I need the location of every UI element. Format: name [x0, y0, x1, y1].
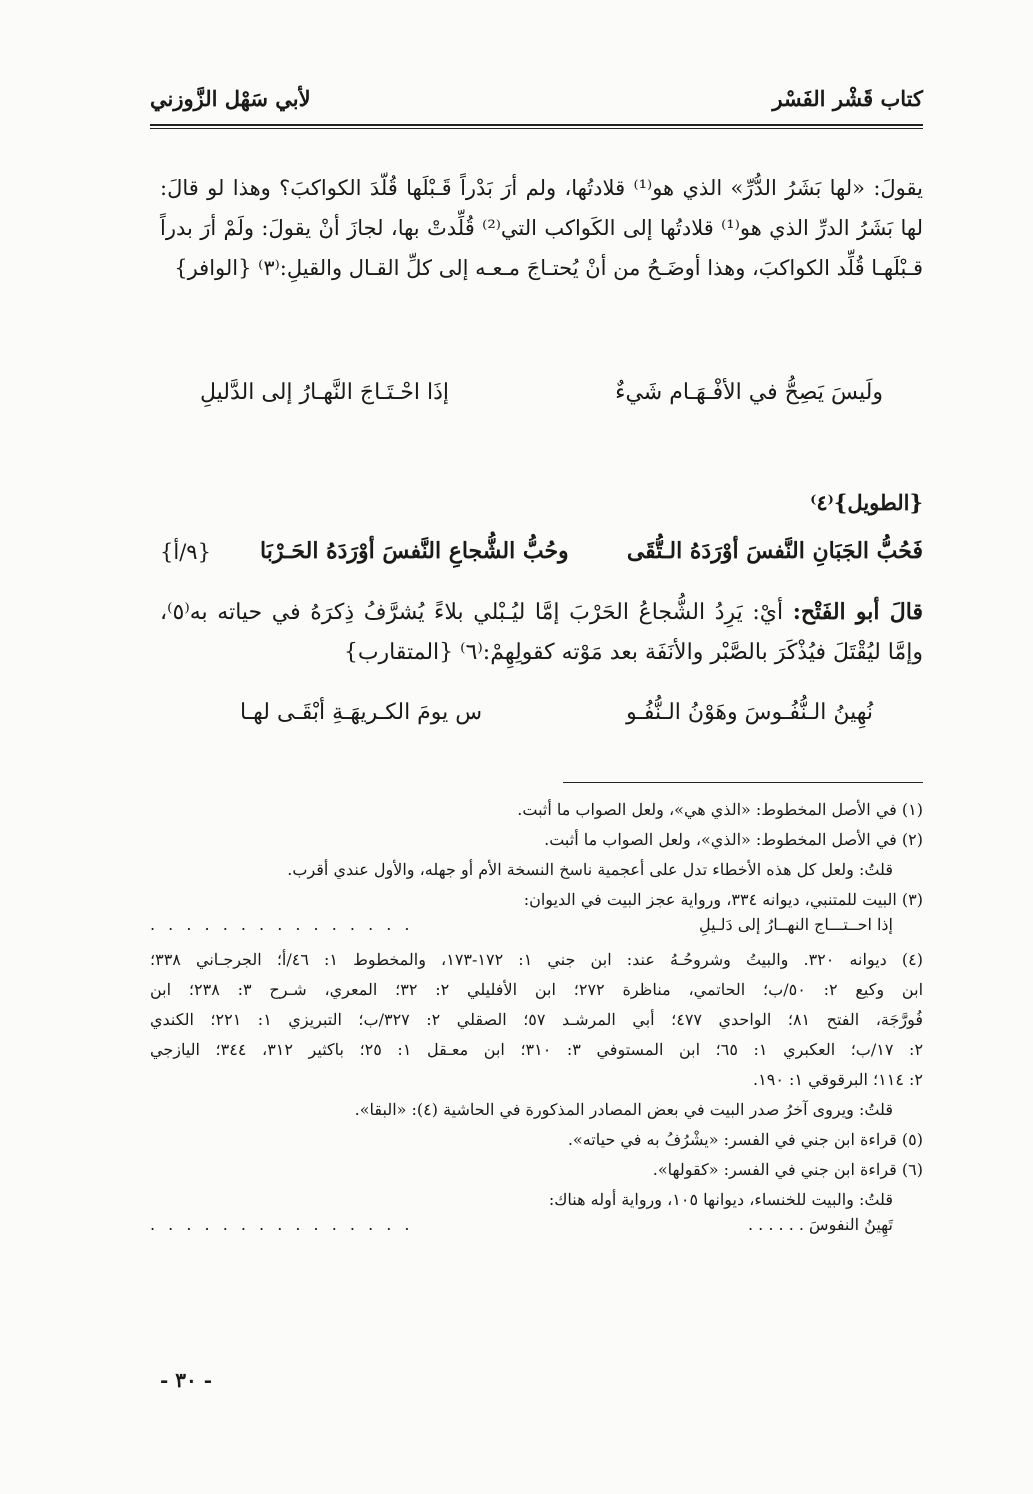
paragraph-text [160, 592, 923, 673]
footnote-continuation: فُورَّجَة، الفتح ٨١؛ الواحدي ٤٧٧؛ أبي المرشـد ٥٧؛ الصقلي ٢: ٣٢٧/ب؛ التبريزي ١: ٢٢١؛ الكندي [150, 1010, 924, 1029]
commentary-text: أيْ: يَرِدُ الشُّجاعُ الحَرْبَ إمَّا ليُـبْلي بلاءً يُشرَّفُ ذِكرَهُ في حياته به⁽٥⁾، وإمَّا ليُقْتَلَ فيُذْكَرَ بالصَّبْر والأنَفَة بعد مَوْته كقولِهِمْ:⁽٦⁾ {المتقارب} [160, 600, 923, 665]
footnote-rule [563, 782, 923, 783]
footnote: (٤) ديوانه ٣٢٠. والبيتُ وشروحُـهُ عند: ابن جني ١: ١٧٢-١٧٣، والمخطوط ١: ٤٦/أ؛ الجرجـاني ٣٣٨؛ [150, 950, 923, 969]
footnote-verse: تَهِينُ النفوسَ . . . . . . [748, 1215, 893, 1234]
footnote-continuation: ابن وكيع ٢: ٥٠/ب؛ الحاتمي، مناظرة ٢٧٢؛ ابن الأفليلي ٢: ٣٢؛ المعري، شـرح ٣: ٢٣٨؛ ابن [150, 980, 924, 999]
verse-1-first-hemistich: ولَيسَ يَصِحُّ في الأفْـهَـام شَيءٌ [615, 380, 883, 405]
verse-2-second-hemistich: وحُبُّ الشُّجاعِ النَّفسَ أوْرَدَهُ الحَـرْبَا [260, 538, 569, 564]
verse-1 [200, 380, 883, 420]
footnote: (٢) في الأصل المخطوط: «الذي»، ولعل الصواب ما أثبت. [544, 830, 923, 849]
main-paragraph-1 [160, 168, 923, 288]
footnote-note: قلتُ: والبيت للخنساء، ديوانها ١٠٥، ورواية أوله هناك: [548, 1190, 893, 1209]
running-header [150, 86, 923, 116]
footnotes [150, 795, 923, 1245]
page-number: - ٣٠ - [160, 1368, 213, 1392]
header-rule-thin [150, 128, 923, 129]
footnote-continuation: ٢: ١٧/ب؛ العكبري ١: ٦٥؛ ابن المستوفي ٣: ٣١٠؛ ابن معـقل ١: ٢٥؛ باكثير ٣١٢، ٣٤٤؛ اليازجي [150, 1040, 924, 1059]
footnote-note: قلتُ: ولعل كل هذه الأخطاء تدل على أعجمية ناسخ النسخة الأم أو جهله، والأول عندي أقرب. [287, 860, 893, 879]
verse-1-second-hemistich: إذَا احْـتَـاجَ النَّهـارُ إلى الدَّليلِ [200, 380, 450, 405]
footnote-verse-line [150, 915, 923, 945]
verse-3-second-hemistich: س يومَ الكـريهَـةِ أبْقَـى لهـا [240, 700, 483, 725]
folio-marker: {٩/أ} [160, 540, 211, 564]
footnote-verse: إذا احــتـــاج النهــارُ إلى دَلـيلِ [699, 915, 893, 934]
verse-2-first-hemistich: فَحُبُّ الجَبَانِ النَّفسَ أوْرَدَهُ الـتُّقَى [626, 538, 923, 564]
footnote: (١) في الأصل المخطوط: «الذي هي»، ولعل الصواب ما أثبت. [517, 800, 923, 819]
footnote-continuation: ٢: ١١٤؛ البرقوقي ١: ١٩٠. [753, 1070, 923, 1089]
verse-2 [260, 538, 923, 578]
author-name: لأبي سَهْل الزَّوزني [150, 86, 311, 111]
speaker-label: قالَ أبو الفَتْح: [792, 599, 923, 625]
verse-3 [240, 700, 873, 740]
book-title: كتاب قَشْر الفَسْر [772, 86, 923, 111]
header-rule [150, 124, 923, 126]
main-paragraph-2 [160, 592, 923, 673]
footnote-note: قلتُ: ويروى آخرُ صدر البيت في بعض المصادر المذكورة في الحاشية (٤): «البقا». [354, 1100, 893, 1119]
footnote: (٣) البيت للمتنبي، ديوانه ٣٣٤، ورواية عجز البيت في الديوان: [523, 890, 923, 909]
footnote: (٥) قراءة ابن جني في الفسر: «يشْرُفُ به في حياته». [567, 1130, 923, 1149]
ellipsis: . . . . . . . . . . . . . . . [150, 915, 414, 934]
footnote-verse-line [150, 1215, 923, 1245]
ellipsis: . . . . . . . . . . . . . . . [150, 1215, 414, 1234]
footnote: (٦) قراءة ابن جني في الفسر: «كقولها». [652, 1160, 923, 1179]
meter-label: {الطويل}⁽٤⁾ [810, 490, 923, 515]
paragraph-text: يقولَ: «لها بَشَرُ الدُّرِّ» الذي هو⁽¹⁾ قلادتُها، ولم أرَ بَدْراً قَـبْلَها قُلّدَ الكواكبَ؟ وهذا لو قالَ: لها بَشَرُ الدرِّ الذي هو⁽¹⁾ قلادتُها إلى الكَواكب التي⁽²⁾ قُلِّدتْ بها، لجازَ أنْ يقولَ: ولَمْ أرَ بدراً قـبْلَهـا قُلِّد الكواكبَ، وهذا أوضَـحُ من أنْ يُحتـاجَ مـعـه إلى كلِّ القـال والقيلِ:⁽٣⁾ {الوافر} [160, 176, 923, 280]
verse-3-first-hemistich: نُهِينُ الـنُّفُـوسَ وهَوْنُ الـنُّفُـو [626, 700, 873, 725]
